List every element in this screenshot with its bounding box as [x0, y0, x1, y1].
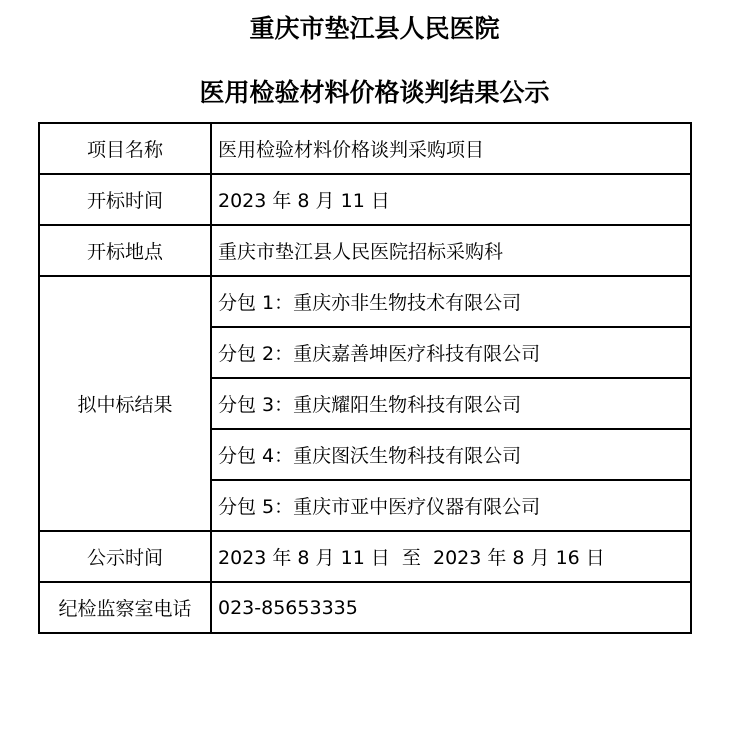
proposed-winner-item: 分包 1：重庆亦非生物技术有限公司 [211, 276, 691, 327]
publicity-period-value: 2023 年 8 月 11 日 至 2023 年 8 月 16 日 [211, 531, 691, 582]
supervision-phone-label: 纪检监察室电话 [39, 582, 211, 633]
bid-opening-location-label: 开标地点 [39, 225, 211, 276]
document-title-line-1: 重庆市垫江县人民医院 [249, 14, 500, 43]
row-bid-opening-time [39, 174, 691, 225]
result-table [38, 122, 692, 634]
bid-opening-time-label: 开标时间 [39, 174, 211, 225]
bid-opening-time-value: 2023 年 8 月 11 日 [211, 174, 691, 225]
row-proposed-winner-1 [39, 276, 691, 327]
project-name-label: 项目名称 [39, 123, 211, 174]
proposed-winner-item: 分包 2：重庆嘉善坤医疗科技有限公司 [211, 327, 691, 378]
bid-opening-location-value: 重庆市垫江县人民医院招标采购科 [211, 225, 691, 276]
row-publicity-period [39, 531, 691, 582]
supervision-phone-value: 023-85653335 [211, 582, 691, 633]
row-bid-opening-location [39, 225, 691, 276]
proposed-winner-item: 分包 5：重庆市亚中医疗仪器有限公司 [211, 480, 691, 531]
row-project-name [39, 123, 691, 174]
proposed-winner-item: 分包 3：重庆耀阳生物科技有限公司 [211, 378, 691, 429]
row-supervision-phone [39, 582, 691, 633]
proposed-winner-item: 分包 4：重庆图沃生物科技有限公司 [211, 429, 691, 480]
document-title-line-2: 医用检验材料价格谈判结果公示 [199, 78, 550, 107]
proposed-winners-label: 拟中标结果 [39, 276, 211, 531]
publicity-period-label: 公示时间 [39, 531, 211, 582]
project-name-value: 医用检验材料价格谈判采购项目 [211, 123, 691, 174]
